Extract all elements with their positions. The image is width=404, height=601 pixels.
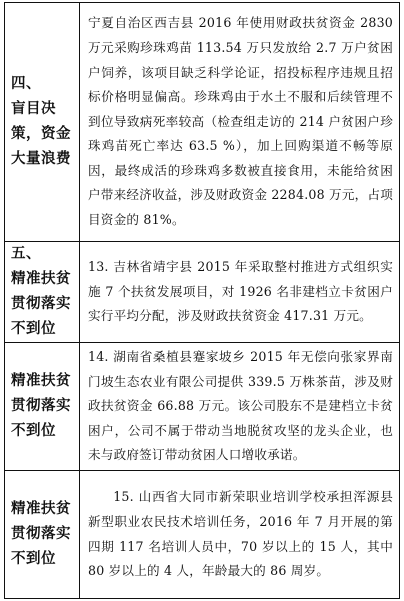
row-label-line: 盲目决 — [11, 101, 56, 117]
row-label-line: 四、 — [11, 76, 41, 92]
row-label-line: 不到位 — [11, 551, 56, 567]
row-label-line: 五、 — [11, 246, 41, 262]
row-content-text: 13. 吉林省靖宇县 2015 年采取整村推进方式组织实施 7 个扶贫发展项目，对 1926 名非建档立卡贫困户实行平均分配，涉及财政扶贫资金 417.31 万元。 — [88, 259, 393, 324]
table-row — [5, 242, 400, 343]
row-label-cell — [5, 471, 80, 599]
row-label-line: 不到位 — [11, 423, 56, 439]
row-label-line: 贯彻落实 — [11, 296, 71, 312]
row-label-cell — [5, 3, 80, 242]
row-label-line: 精准扶贫 — [11, 501, 71, 517]
row-label-line: 贯彻落实 — [11, 526, 71, 542]
row-label-line: 贯彻落实 — [11, 398, 71, 414]
table-row — [5, 471, 400, 599]
row-content-cell — [80, 343, 400, 471]
row-label-line: 精准扶贫 — [11, 373, 71, 389]
row-content-text: 宁夏自治区西吉县 2016 年使用财政扶贫资金 2830 万元采购珍珠鸡苗 113.54 万只发放给 2.7 万户贫困户饲养，该项目缺乏科学论证，招投标程序违规且招标价格明显偏高。珍珠鸡由于水土不服和后续管理不到位导致病死率较高（检查组走访的 214 户贫困户珍珠鸡苗死亡率达 63.5 %），加上回购渠道不畅等原因，最终成活的珍珠鸡多数被直接食用，未能给贫困户带来经济收益，涉及财政资金 2284.08 万元，占项目资金的 81%。 — [88, 15, 393, 228]
row-content-text: 14. 湖南省桑植县蹇家坡乡 2015 年无偿向张家界南门坡生态农业有限公司提供 339.5 万株茶苗，涉及财政扶贫资金 66.88 万元。该公司股东不是建档立卡贫困户，公司不属于带动当地脱贫攻坚的龙头企业，也未与政府签订带动贫困人口增收承诺。 — [88, 349, 393, 463]
row-label-line: 大量浪费 — [11, 151, 71, 167]
table-row — [5, 3, 400, 242]
row-content-cell — [80, 3, 400, 242]
row-label-line: 策，资金 — [11, 126, 71, 142]
row-content-cell — [80, 242, 400, 343]
row-label-line: 精准扶贫 — [11, 271, 71, 287]
audit-findings-table — [4, 2, 400, 599]
row-content-cell — [80, 471, 400, 599]
row-label-cell — [5, 242, 80, 343]
table-row — [5, 343, 400, 471]
row-label-cell — [5, 343, 80, 471]
row-content-text: 15. 山西省大同市新荣职业培训学校承担浑源县新型职业农民技术培训任务，2016 年 7 月开展的第四期 117 名培训人员中，70 岁以上的 15 人，其中 80 岁以上的 4 人，年龄最大的 86 周岁。 — [88, 489, 393, 579]
row-label-line: 不到位 — [11, 321, 56, 337]
